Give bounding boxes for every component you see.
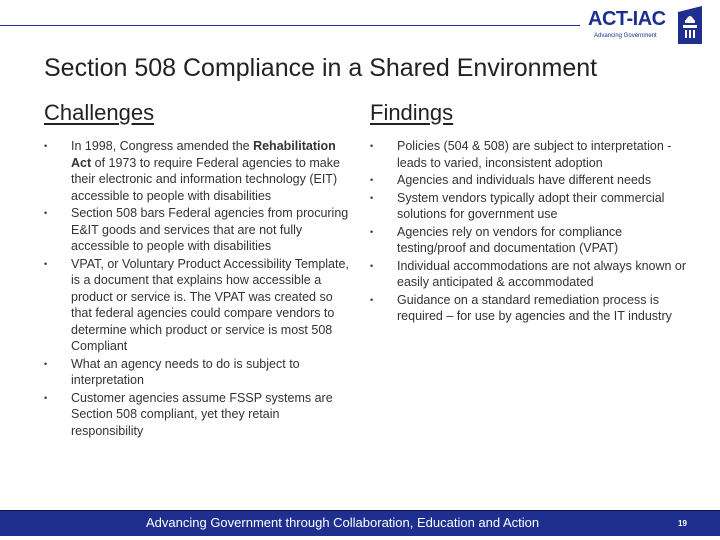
footer-tagline: Advancing Government through Collaboration, Education and Action (146, 515, 540, 530)
findings-column (370, 100, 690, 326)
finding-item: • Agencies rely on vendors for compliance testing/proof and documentation (VPAT) (370, 224, 690, 257)
challenge-item: • What an agency needs to do is subject to interpretation (44, 356, 349, 389)
challenges-list (44, 138, 349, 439)
finding-item: • System vendors typically adopt their commercial solutions for government use (370, 190, 690, 223)
challenges-column (44, 100, 349, 440)
capitol-dome-icon (676, 6, 704, 44)
challenges-heading: Challenges (44, 100, 155, 125)
finding-item: • Agencies and individuals have different needs (370, 172, 690, 189)
page-number: 19 (678, 519, 687, 528)
header-rule (0, 25, 580, 26)
findings-list (370, 138, 690, 325)
act-iac-logo (588, 6, 710, 46)
findings-heading: Findings (370, 100, 454, 125)
finding-item: • Guidance on a standard remediation process is required – for use by agencies and the IT industry (370, 292, 690, 325)
challenge-item: • Customer agencies assume FSSP systems are Section 508 compliant, yet they retain responsibility (44, 390, 349, 440)
logo-wordmark: ACT-IAC (588, 8, 666, 30)
logo-tagline: Advancing Government (594, 33, 657, 39)
challenge-item: • Section 508 bars Federal agencies from procuring E&IT goods and services that are not fully accessible to people with disabilities (44, 205, 349, 255)
slide-title: Section 508 Compliance in a Shared Environment (44, 54, 598, 82)
footer-bar (0, 510, 720, 536)
finding-item: • Policies (504 & 508) are subject to interpretation - leads to varied, inconsistent adoption (370, 138, 690, 171)
challenge-item: • VPAT, or Voluntary Product Accessibility Template, is a document that explains how accessible a product or service is. The VPAT was created so that federal agencies could compare vendors to determine which product or service is most 508 Compliant (44, 256, 349, 355)
finding-item: • Individual accommodations are not always known or easily anticipated & accommodated (370, 258, 690, 291)
challenge-item: • In 1998, Congress amended the Rehabilitation Act of 1973 to require Federal agencies to make their electronic and information technology (EIT) accessible to people with disabilities (44, 138, 349, 204)
